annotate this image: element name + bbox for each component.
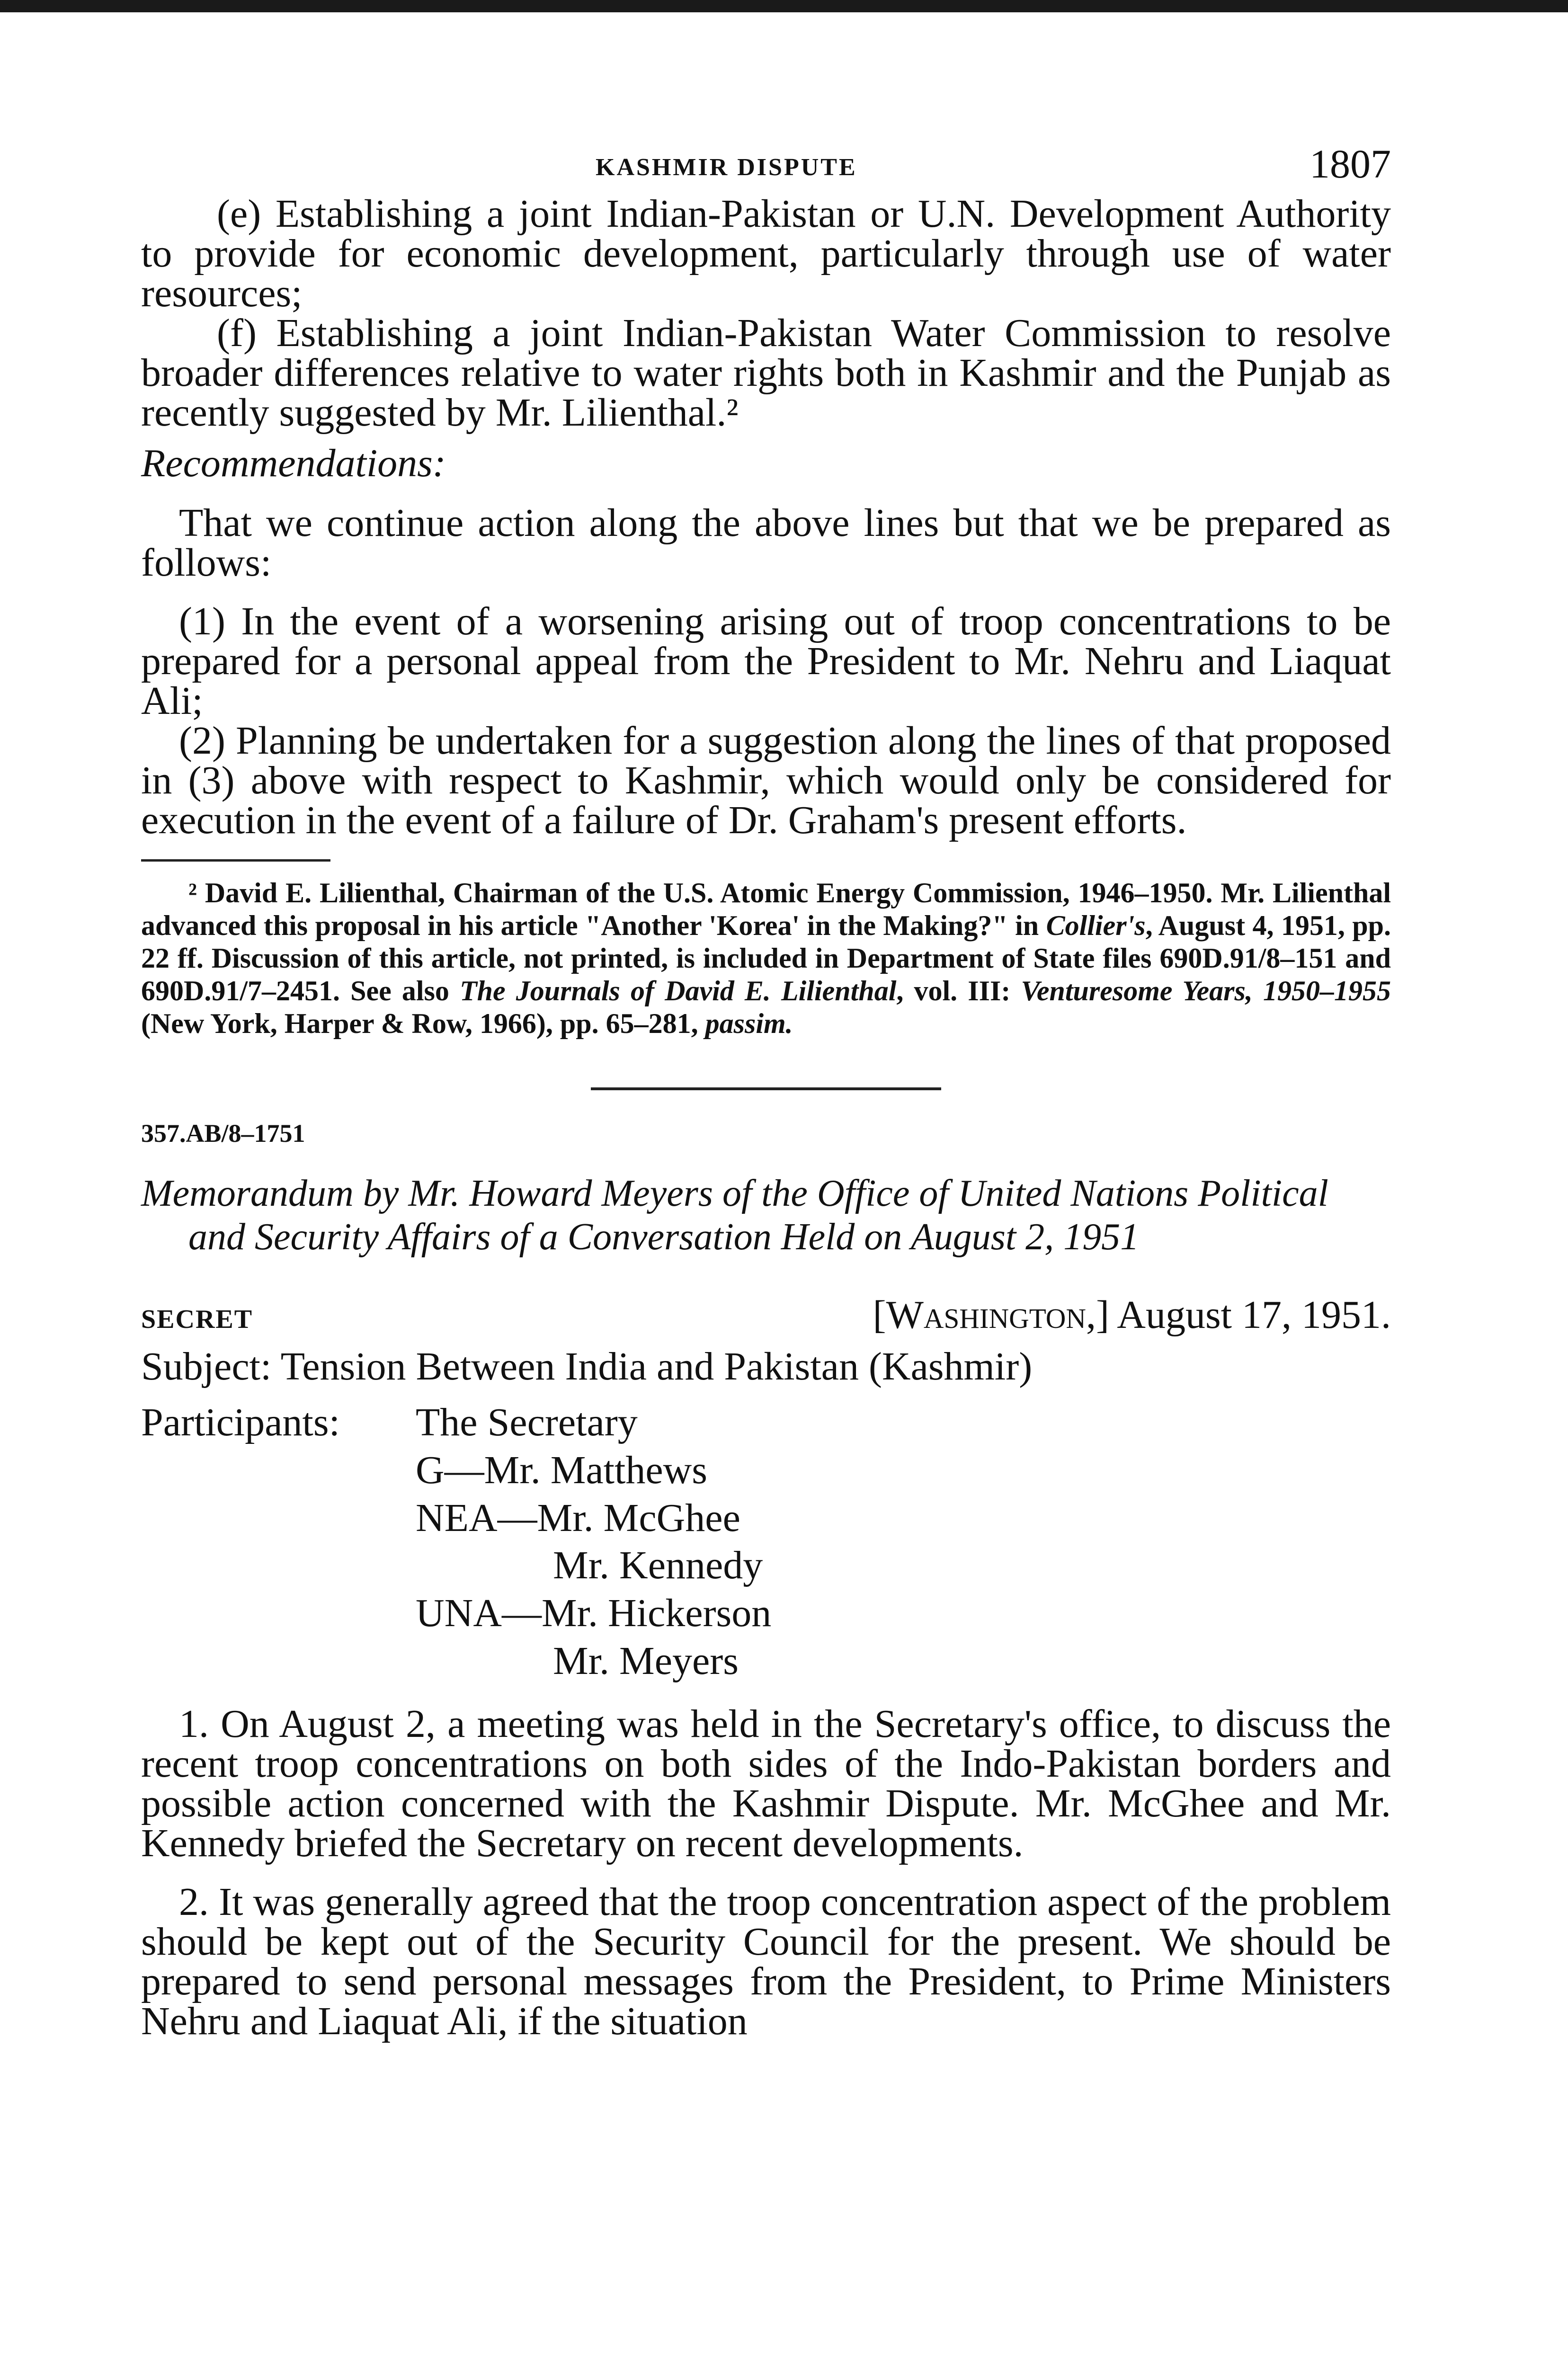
subject-text: Tension Between India and Pakistan (Kashmir) [280, 1344, 1033, 1388]
participant: The Secretary [416, 1400, 638, 1444]
participant: G—Mr. Matthews [416, 1448, 707, 1492]
participant: UNA—Mr. Hickerson [416, 1591, 772, 1636]
recommendations-intro: That we continue action along the above lines but that we be prepared as follows: [141, 501, 1391, 585]
running-head [141, 137, 1391, 194]
memo-paragraph-1: 1. On August 2, a meeting was held in the Secretary's office, to discuss the recent troop concentrations on both sides of the Indo-Pakistan borders and possible action concerned with the Kashmir Dispute. Mr. McGhee and Mr. Kennedy briefed the Secretary on recent developments. [141, 1701, 1391, 1865]
subject-label: Subject: [141, 1344, 272, 1388]
paragraph-f: (f) Establishing a joint Indian-Pakistan Water Commission to resolve broader differences relative to water rights both in Kashmir and the Punjab as recently suggested by Mr. Lilienthal.² [141, 311, 1391, 435]
participant: Mr. Kennedy [553, 1543, 763, 1588]
memo-paragraph-2: 2. It was generally agreed that the troop concentration aspect of the problem should be kept out of the Security Council for the present. We should be prepared to send personal messages from the President, to Prime Ministers Nehru and Liaquat Ali, if the situation [141, 1879, 1391, 2043]
running-title: KASHMIR DISPUTE [596, 154, 857, 181]
dateline [141, 1292, 1391, 1338]
section-divider [591, 1087, 941, 1090]
scan-edge [0, 0, 1568, 12]
date: August 17, 1951. [1117, 1293, 1391, 1337]
recommendations-heading: Recommendations: [141, 441, 446, 485]
participants-list [416, 1399, 1391, 1685]
file-number: 357.AB/8–1751 [141, 1119, 305, 1148]
recommendation-item-1: (1) In the event of a worsening arising out of troop concentrations to be prepared for a personal appeal from the President to Mr. Nehru and Liaquat Ali; [141, 599, 1391, 723]
paragraph-e: (e) Establishing a joint Indian-Pakistan or U.N. Development Authority to provide for economic development, particularly through use of water resources; [141, 192, 1391, 315]
place: [Washington,] [873, 1293, 1109, 1337]
classification-label: SECRET [141, 1305, 253, 1334]
footnote-divider [141, 859, 330, 862]
place-date [873, 1292, 1391, 1338]
participants-block [141, 1399, 1391, 1685]
subject-line [141, 1344, 1391, 1389]
participant: NEA—Mr. McGhee [416, 1495, 740, 1540]
participants-label: Participants: [141, 1400, 340, 1444]
participant: Mr. Meyers [553, 1638, 739, 1683]
page-number: 1807 [1310, 141, 1391, 187]
footnote-2: ² David E. Lilienthal, Chairman of the U.S. Atomic Energy Commission, 1946–1950. Mr. Lilienthal advanced this proposal in his article "Another 'Korea' in the Making?" in Collier's, August 4, 1951, pp. 22 ff. Discussion of this article, not printed, is included in Department of State files 690D.91/8–151 and 690D.91/7–2451. See also The Journals of David E. Lilienthal, vol. III: Venturesome Years, 1950–1955 (New York, Harper & Row, 1966), pp. 65–281, passim. [141, 877, 1391, 1039]
recommendation-item-2: (2) Planning be undertaken for a suggestion along the lines of that proposed in (3) above with respect to Kashmir, which would only be considered for execution in the event of a failure of Dr. Graham's present efforts. [141, 719, 1391, 842]
document-title: Memorandum by Mr. Howard Meyers of the Office of United Nations Political and Security Affairs of a Conversation Held on August 2, 1951 [141, 1173, 1328, 1258]
document-page [141, 137, 1391, 2041]
